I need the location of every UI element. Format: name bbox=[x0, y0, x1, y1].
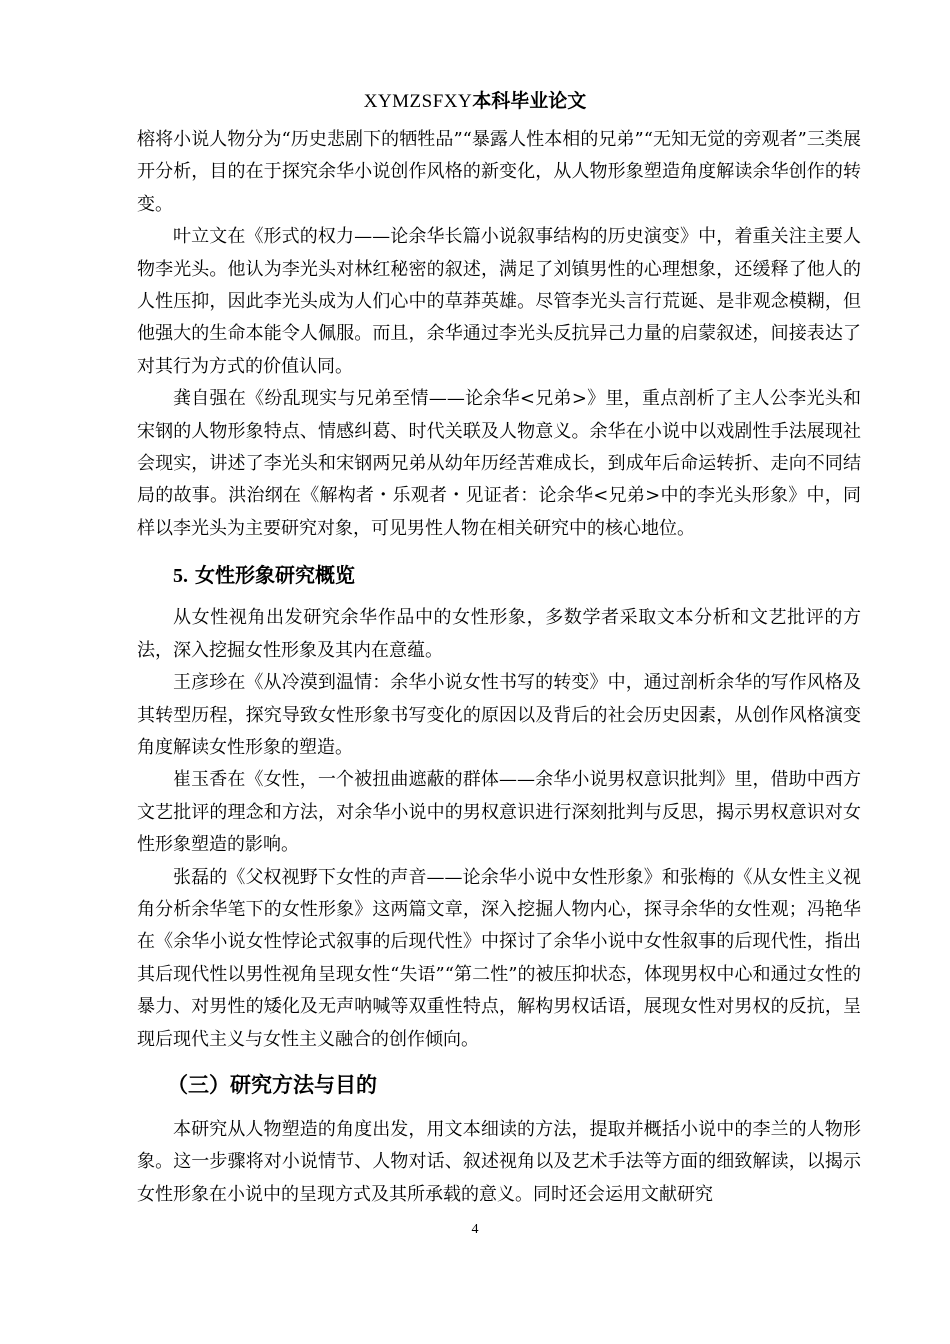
running-header bbox=[0, 89, 950, 114]
section-heading-methods: （三）研究方法与目的 bbox=[167, 1072, 377, 1097]
section-title: 女性形象研究概览 bbox=[194, 563, 355, 588]
body-paragraph: 王彦珍在《从冷漠到温情：余华小说女性书写的转变》中，通过剖析余华的写作风格及其转型历程，探究导致女性形象书写变化的原因以及背后的社会历史因素，从创作风格演变角度解读女性形象的塑造。 bbox=[137, 672, 861, 758]
body-content bbox=[137, 124, 861, 1211]
page-number: 4 bbox=[471, 1222, 479, 1237]
section-heading-5 bbox=[137, 561, 861, 590]
body-paragraph: 从女性视角出发研究余华作品中的女性形象，多数学者采取文本分析和文艺批评的方法，深入挖掘女性形象及其内在意蕴。 bbox=[137, 607, 861, 661]
section-number: 5. bbox=[173, 565, 188, 588]
header-thesis-label: 本科毕业论文 bbox=[472, 90, 587, 112]
body-paragraph: 本研究从人物塑造的角度出发，用文本细读的方法，提取并概括小说中的李兰的人物形象。这一步骤将对小说情节、人物对话、叙述视角以及艺术手法等方面的细致解读，以揭示女性形象在小说中的呈现方式及其所承载的意义。同时还会运用文献研究 bbox=[137, 1118, 861, 1205]
header-school-code: XYMZSFXY bbox=[363, 91, 473, 112]
body-paragraph: 崔玉香在《女性，一个被扭曲遮蔽的群体——余华小说男权意识批判》里，借助中西方文艺批评的理念和方法，对余华小说中的男权意识进行深刻批判与反思，揭示男权意识对女性形象塑造的影响。 bbox=[137, 769, 861, 856]
body-paragraph: 榕将小说人物分为“历史悲剧下的牺牲品”“暴露人性本相的兄弟”“无知无觉的旁观者”三类展开分析，目的在于探究余华小说创作风格的新变化，从人物形象塑造角度解读余华创作的转变。 bbox=[137, 129, 861, 215]
body-paragraph: 叶立文在《形式的权力——论余华长篇小说叙事结构的历史演变》中，着重关注主要人物李光头。他认为李光头对林红秘密的叙述，满足了刘镇男性的心理想象，还缓释了他人的人性压抑，因此李光头成为人们心中的草莽英雄。尽管李光头言行荒诞、是非观念模糊，但他强大的生命本能令人佩服。而且，余华通过李光头反抗异己力量的启蒙叙述，间接表达了对其行为方式的价值认同。 bbox=[137, 226, 861, 377]
body-paragraph: 龚自强在《纷乱现实与兄弟至情——论余华<兄弟>》里，重点剖析了主人公李光头和宋钢的人物形象特点、情感纠葛、时代关联及人物意义。余华在小说中以戏剧性手法展现社会现实，讲述了李光头和宋钢两兄弟从幼年历经苦难成长，到成年后命运转折、走向不同结局的故事。洪治纲在《解构者・乐观者・见证者：论余华<兄弟>中的李光头形象》中，同样以李光头为主要研究对象，可见男性人物在相关研究中的核心地位。 bbox=[137, 388, 861, 539]
body-paragraph: 张磊的《父权视野下女性的声音——论余华小说中女性形象》和张梅的《从女性主义视角分析余华笔下的女性形象》这两篇文章，深入挖掘人物内心，探寻余华的女性观；冯艳华在《余华小说女性悖论式叙事的后现代性》中探讨了余华小说中女性叙事的后现代性，指出其后现代性以男性视角呈现女性“失语”“第二性”的被压抑状态，体现男权中心和通过女性的暴力、对男性的矮化及无声呐喊等双重性特点，解构男权话语，展现女性对男权的反抗，呈现后现代主义与女性主义融合的创作倾向。 bbox=[137, 866, 861, 1050]
